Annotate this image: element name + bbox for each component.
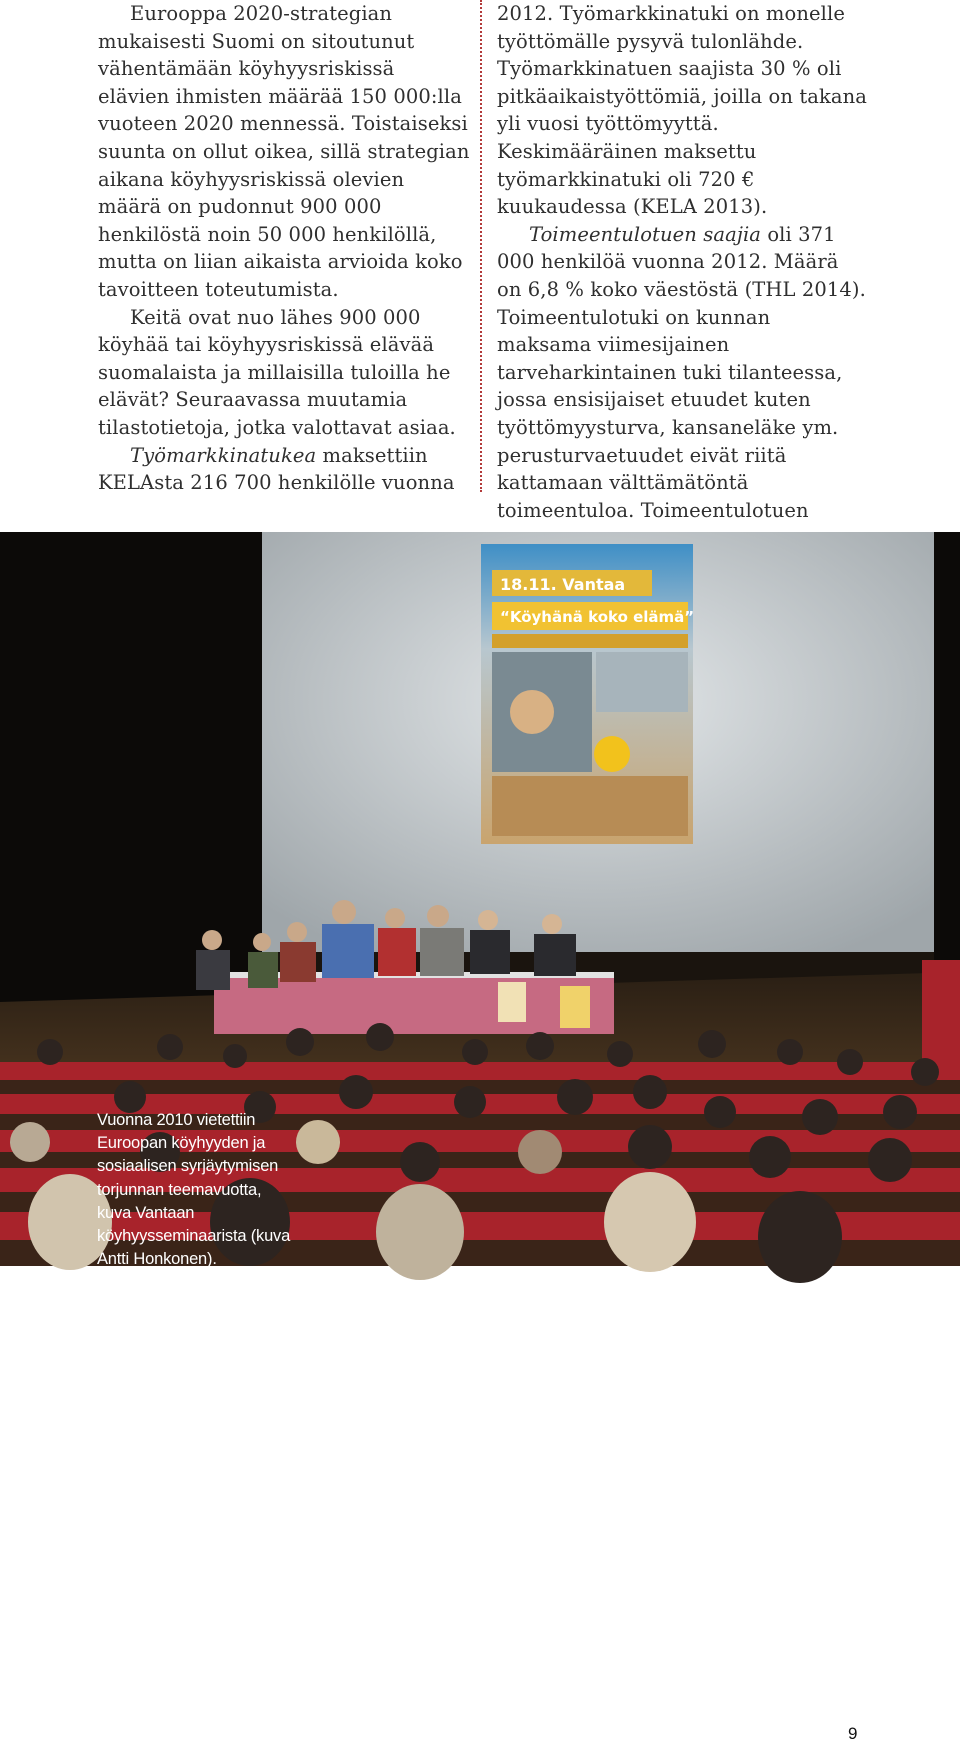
left-text-column — [98, 0, 470, 497]
paragraph-text: oli 371 000 henkilöä vuonna 2012. Määrä on 6,8 % koko väestöstä (THL 2014). Toimeentulotuki on kunnan maksama viimesijainen tarveharkintainen tuki tilanteessa, jossa ensisijaiset etuudet kuten työttömyysturva, kansaneläke ym. perusturvaetuudet eivät riitä kattamaan välttämätöntä toimeentuloa. Toimeentulotuen — [497, 222, 866, 522]
paragraph-text: maksettiin KELAsta 216 700 henkilölle vuonna — [98, 443, 455, 495]
paragraph — [98, 442, 470, 497]
paragraph: Eurooppa 2020-strategian mukaisesti Suomi on sitoutunut vähentämään köyhyysriskissä elävien ihmisten määrää 150 000:lla vuoteen 2020 mennessä. Toistaiseksi suunta on ollut oikea, sillä strategian aikana köyhyysriskissä olevien määrä on pudonnut 900 000 henkilöstä noin 50 000 henkilöllä, mutta on liian aikaista arvioida koko tavoitteen toteutumista. — [98, 2, 470, 301]
page-number: 9 — [848, 1724, 858, 1743]
paragraph: Keitä ovat nuo lähes 900 000 köyhää tai köyhyysriskissä elävää suomalaista ja millaisilla tuloilla he elävät? Seuraavassa muutamia tilastotietoja, jotka valottavat asiaa. — [98, 305, 456, 439]
poster-date-text: 18.11. Vantaa — [500, 575, 626, 594]
poster-title-text: “Köyhänä koko elämä” — [500, 608, 695, 626]
italic-term: Toimeentulotuen saajia — [529, 222, 762, 246]
photo-caption: Vuonna 2010 vietettiin Euroopan köyhyyden ja sosiaalisen syrjäytymisen torjunnan teemavuotta, kuva Vantaan köyhyysseminaarista (kuva Antti Honkonen). — [97, 1111, 291, 1269]
seminar-photo — [0, 532, 960, 1743]
lectern — [922, 960, 960, 1070]
column-divider — [480, 0, 482, 492]
italic-term: Työmarkkinatukea — [130, 443, 317, 467]
right-text-column — [497, 0, 869, 524]
paragraph — [497, 221, 869, 525]
paragraph: 2012. Työmarkkinatuki on monelle työttömälle pysyvä tulonlähde. Työmarkkinatuen saajista 30 % oli pitkäaikaistyöttömiä, joilla on takana yli vuosi työttömyyttä. Keskimääräinen maksettu työmarkkinatuki oli 720 € kuukaudessa (KELA 2013). — [497, 2, 868, 219]
